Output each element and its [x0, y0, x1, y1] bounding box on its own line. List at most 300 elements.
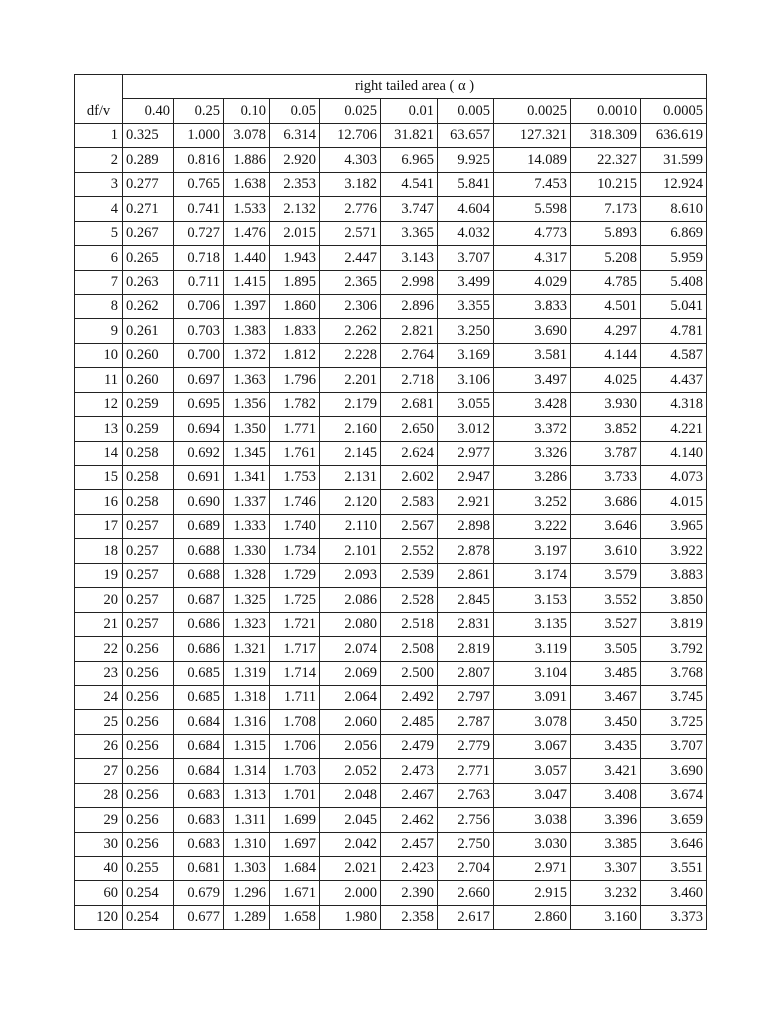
value-cell: 2.539: [381, 563, 438, 587]
value-cell: 3.930: [571, 392, 641, 416]
value-cell: 2.617: [438, 905, 494, 929]
value-cell: 2.500: [381, 661, 438, 685]
value-cell: 3.435: [571, 734, 641, 758]
value-cell: 2.776: [320, 197, 381, 221]
value-cell: 2.042: [320, 832, 381, 856]
value-cell: 5.208: [571, 246, 641, 270]
value-cell: 3.787: [571, 441, 641, 465]
value-cell: 0.727: [174, 221, 224, 245]
value-cell: 1.943: [270, 246, 320, 270]
value-cell: 1.796: [270, 368, 320, 392]
value-cell: 3.286: [494, 466, 571, 490]
value-cell: 2.571: [320, 221, 381, 245]
value-cell: 3.646: [571, 514, 641, 538]
value-cell: 12.924: [641, 172, 707, 196]
value-cell: 0.260: [123, 343, 174, 367]
value-cell: 1.734: [270, 539, 320, 563]
value-cell: 3.579: [571, 563, 641, 587]
table-row: [75, 588, 707, 612]
value-cell: 1.319: [224, 661, 270, 685]
value-cell: 3.355: [438, 294, 494, 318]
value-cell: 0.263: [123, 270, 174, 294]
value-cell: 0.690: [174, 490, 224, 514]
df-cell: 1: [75, 123, 123, 147]
value-cell: 3.012: [438, 417, 494, 441]
column-header: 0.05: [270, 99, 320, 123]
value-cell: 1.330: [224, 539, 270, 563]
value-cell: 4.015: [641, 490, 707, 514]
df-cell: 14: [75, 441, 123, 465]
value-cell: 1.761: [270, 441, 320, 465]
value-cell: 2.704: [438, 857, 494, 881]
value-cell: 2.831: [438, 612, 494, 636]
value-cell: 4.317: [494, 246, 571, 270]
value-cell: 2.485: [381, 710, 438, 734]
table-row: [75, 294, 707, 318]
table-row: [75, 612, 707, 636]
value-cell: 3.505: [571, 637, 641, 661]
value-cell: 2.048: [320, 783, 381, 807]
value-cell: 2.921: [438, 490, 494, 514]
value-cell: 636.619: [641, 123, 707, 147]
value-cell: 0.325: [123, 123, 174, 147]
table-row: [75, 808, 707, 832]
value-cell: 2.771: [438, 759, 494, 783]
value-cell: 2.262: [320, 319, 381, 343]
df-cell: 2: [75, 148, 123, 172]
value-cell: 0.688: [174, 563, 224, 587]
value-cell: 7.453: [494, 172, 571, 196]
value-cell: 0.271: [123, 197, 174, 221]
value-cell: 5.041: [641, 294, 707, 318]
table-row: [75, 343, 707, 367]
value-cell: 0.683: [174, 783, 224, 807]
value-cell: 0.267: [123, 221, 174, 245]
df-cell: 5: [75, 221, 123, 245]
table-body: [75, 123, 707, 929]
value-cell: 1.356: [224, 392, 270, 416]
value-cell: 5.893: [571, 221, 641, 245]
value-cell: 0.689: [174, 514, 224, 538]
value-cell: 2.797: [438, 685, 494, 709]
df-cell: 9: [75, 319, 123, 343]
value-cell: 1.315: [224, 734, 270, 758]
value-cell: 0.257: [123, 563, 174, 587]
value-cell: 3.527: [571, 612, 641, 636]
table-row: [75, 637, 707, 661]
table-row: [75, 783, 707, 807]
value-cell: 2.681: [381, 392, 438, 416]
value-cell: 1.311: [224, 808, 270, 832]
value-cell: 2.080: [320, 612, 381, 636]
value-cell: 7.173: [571, 197, 641, 221]
table-row: [75, 123, 707, 147]
value-cell: 4.773: [494, 221, 571, 245]
value-cell: 0.254: [123, 881, 174, 905]
table-row: [75, 881, 707, 905]
value-cell: 12.706: [320, 123, 381, 147]
value-cell: 2.998: [381, 270, 438, 294]
value-cell: 2.567: [381, 514, 438, 538]
value-cell: 1.711: [270, 685, 320, 709]
column-header: 0.40: [123, 99, 174, 123]
value-cell: 0.683: [174, 832, 224, 856]
df-cell: 17: [75, 514, 123, 538]
value-cell: 0.256: [123, 734, 174, 758]
table-row: [75, 685, 707, 709]
value-cell: 2.492: [381, 685, 438, 709]
value-cell: 4.032: [438, 221, 494, 245]
value-cell: 2.896: [381, 294, 438, 318]
value-cell: 5.598: [494, 197, 571, 221]
value-cell: 1.706: [270, 734, 320, 758]
value-cell: 1.860: [270, 294, 320, 318]
table-row: [75, 466, 707, 490]
value-cell: 3.153: [494, 588, 571, 612]
value-cell: 5.408: [641, 270, 707, 294]
value-cell: 2.807: [438, 661, 494, 685]
df-cell: 15: [75, 466, 123, 490]
value-cell: 3.690: [494, 319, 571, 343]
value-cell: 2.060: [320, 710, 381, 734]
df-cell: 4: [75, 197, 123, 221]
value-cell: 3.646: [641, 832, 707, 856]
value-cell: 3.499: [438, 270, 494, 294]
value-cell: 0.256: [123, 783, 174, 807]
value-cell: 0.684: [174, 759, 224, 783]
table-row: [75, 832, 707, 856]
value-cell: 0.256: [123, 661, 174, 685]
value-cell: 2.518: [381, 612, 438, 636]
value-cell: 2.447: [320, 246, 381, 270]
value-cell: 0.256: [123, 832, 174, 856]
value-cell: 8.610: [641, 197, 707, 221]
value-cell: 3.833: [494, 294, 571, 318]
table-row: [75, 368, 707, 392]
value-cell: 3.707: [641, 734, 707, 758]
value-cell: 4.587: [641, 343, 707, 367]
value-cell: 1.415: [224, 270, 270, 294]
df-cell: 16: [75, 490, 123, 514]
value-cell: 1.886: [224, 148, 270, 172]
value-cell: 0.257: [123, 612, 174, 636]
value-cell: 4.785: [571, 270, 641, 294]
value-cell: 0.816: [174, 148, 224, 172]
value-cell: 0.718: [174, 246, 224, 270]
value-cell: 1.703: [270, 759, 320, 783]
value-cell: 2.358: [381, 905, 438, 929]
value-cell: 0.258: [123, 490, 174, 514]
value-cell: 2.756: [438, 808, 494, 832]
value-cell: 2.110: [320, 514, 381, 538]
value-cell: 3.078: [494, 710, 571, 734]
df-cell: 28: [75, 783, 123, 807]
value-cell: 1.721: [270, 612, 320, 636]
value-cell: 1.350: [224, 417, 270, 441]
value-cell: 3.733: [571, 466, 641, 490]
value-cell: 3.792: [641, 637, 707, 661]
value-cell: 1.714: [270, 661, 320, 685]
value-cell: 3.078: [224, 123, 270, 147]
value-cell: 2.052: [320, 759, 381, 783]
table-row: [75, 441, 707, 465]
value-cell: 3.610: [571, 539, 641, 563]
value-cell: 31.821: [381, 123, 438, 147]
value-cell: 0.741: [174, 197, 224, 221]
value-cell: 2.819: [438, 637, 494, 661]
value-cell: 3.421: [571, 759, 641, 783]
value-cell: 2.306: [320, 294, 381, 318]
df-cell: 60: [75, 881, 123, 905]
value-cell: 0.695: [174, 392, 224, 416]
value-cell: 3.922: [641, 539, 707, 563]
value-cell: 4.541: [381, 172, 438, 196]
value-cell: 2.977: [438, 441, 494, 465]
value-cell: 1.341: [224, 466, 270, 490]
column-header: 0.0005: [641, 99, 707, 123]
value-cell: 4.025: [571, 368, 641, 392]
value-cell: 2.764: [381, 343, 438, 367]
header-columns-row: [75, 99, 707, 123]
value-cell: 3.326: [494, 441, 571, 465]
value-cell: 1.476: [224, 221, 270, 245]
value-cell: 0.258: [123, 441, 174, 465]
value-cell: 3.222: [494, 514, 571, 538]
value-cell: 3.674: [641, 783, 707, 807]
value-cell: 3.055: [438, 392, 494, 416]
value-cell: 1.684: [270, 857, 320, 881]
value-cell: 2.787: [438, 710, 494, 734]
value-cell: 2.120: [320, 490, 381, 514]
value-cell: 2.624: [381, 441, 438, 465]
value-cell: 3.372: [494, 417, 571, 441]
df-cell: 120: [75, 905, 123, 929]
value-cell: 6.965: [381, 148, 438, 172]
table-row: [75, 563, 707, 587]
value-cell: 2.145: [320, 441, 381, 465]
df-cell: 29: [75, 808, 123, 832]
value-cell: 3.819: [641, 612, 707, 636]
column-header: 0.10: [224, 99, 270, 123]
df-cell: 27: [75, 759, 123, 783]
table-row: [75, 246, 707, 270]
df-cell: 12: [75, 392, 123, 416]
value-cell: 4.029: [494, 270, 571, 294]
value-cell: 0.257: [123, 514, 174, 538]
value-cell: 2.160: [320, 417, 381, 441]
header-title: right tailed area ( α ): [123, 75, 707, 99]
value-cell: 3.686: [571, 490, 641, 514]
value-cell: 0.256: [123, 710, 174, 734]
df-cell: 6: [75, 246, 123, 270]
value-cell: 3.182: [320, 172, 381, 196]
value-cell: 2.779: [438, 734, 494, 758]
value-cell: 4.501: [571, 294, 641, 318]
value-cell: 2.201: [320, 368, 381, 392]
table-row: [75, 490, 707, 514]
value-cell: 3.250: [438, 319, 494, 343]
value-cell: 6.314: [270, 123, 320, 147]
value-cell: 1.440: [224, 246, 270, 270]
value-cell: 0.256: [123, 685, 174, 709]
table-row: [75, 514, 707, 538]
value-cell: 3.135: [494, 612, 571, 636]
value-cell: 3.197: [494, 539, 571, 563]
value-cell: 0.692: [174, 441, 224, 465]
value-cell: 1.314: [224, 759, 270, 783]
value-cell: 4.303: [320, 148, 381, 172]
value-cell: 2.528: [381, 588, 438, 612]
column-header: 0.0025: [494, 99, 571, 123]
value-cell: 2.650: [381, 417, 438, 441]
table-row: [75, 392, 707, 416]
value-cell: 1.671: [270, 881, 320, 905]
df-cell: 7: [75, 270, 123, 294]
table-row: [75, 148, 707, 172]
value-cell: 1.303: [224, 857, 270, 881]
value-cell: 0.257: [123, 539, 174, 563]
value-cell: 1.318: [224, 685, 270, 709]
value-cell: 0.765: [174, 172, 224, 196]
value-cell: 4.221: [641, 417, 707, 441]
value-cell: 0.686: [174, 637, 224, 661]
value-cell: 2.602: [381, 466, 438, 490]
value-cell: 2.015: [270, 221, 320, 245]
value-cell: 3.143: [381, 246, 438, 270]
value-cell: 3.067: [494, 734, 571, 758]
value-cell: 0.277: [123, 172, 174, 196]
value-cell: 2.086: [320, 588, 381, 612]
value-cell: 0.261: [123, 319, 174, 343]
value-cell: 1.345: [224, 441, 270, 465]
value-cell: 1.812: [270, 343, 320, 367]
value-cell: 1.717: [270, 637, 320, 661]
value-cell: 10.215: [571, 172, 641, 196]
value-cell: 2.228: [320, 343, 381, 367]
df-cell: 30: [75, 832, 123, 856]
value-cell: 0.703: [174, 319, 224, 343]
value-cell: 2.462: [381, 808, 438, 832]
value-cell: 0.254: [123, 905, 174, 929]
value-cell: 3.428: [494, 392, 571, 416]
df-cell: 18: [75, 539, 123, 563]
value-cell: 22.327: [571, 148, 641, 172]
value-cell: 1.321: [224, 637, 270, 661]
value-cell: 3.485: [571, 661, 641, 685]
df-cell: 10: [75, 343, 123, 367]
value-cell: 0.681: [174, 857, 224, 881]
value-cell: 1.325: [224, 588, 270, 612]
column-header: 0.005: [438, 99, 494, 123]
value-cell: 3.467: [571, 685, 641, 709]
table-row: [75, 857, 707, 881]
value-cell: 1.323: [224, 612, 270, 636]
value-cell: 0.289: [123, 148, 174, 172]
value-cell: 3.408: [571, 783, 641, 807]
column-header: 0.0010: [571, 99, 641, 123]
table-row: [75, 905, 707, 929]
value-cell: 1.000: [174, 123, 224, 147]
value-cell: 2.000: [320, 881, 381, 905]
value-cell: 0.677: [174, 905, 224, 929]
value-cell: 3.396: [571, 808, 641, 832]
value-cell: 2.390: [381, 881, 438, 905]
value-cell: 2.845: [438, 588, 494, 612]
value-cell: 2.069: [320, 661, 381, 685]
value-cell: 0.260: [123, 368, 174, 392]
value-cell: 2.101: [320, 539, 381, 563]
value-cell: 0.685: [174, 661, 224, 685]
value-cell: 0.691: [174, 466, 224, 490]
value-cell: 3.850: [641, 588, 707, 612]
value-cell: 63.657: [438, 123, 494, 147]
df-cell: 20: [75, 588, 123, 612]
value-cell: 0.686: [174, 612, 224, 636]
value-cell: 2.467: [381, 783, 438, 807]
value-cell: 3.047: [494, 783, 571, 807]
value-cell: 2.860: [494, 905, 571, 929]
column-header: 0.025: [320, 99, 381, 123]
value-cell: 1.337: [224, 490, 270, 514]
value-cell: 1.753: [270, 466, 320, 490]
value-cell: 2.021: [320, 857, 381, 881]
df-cell: 26: [75, 734, 123, 758]
value-cell: 1.296: [224, 881, 270, 905]
value-cell: 3.232: [571, 881, 641, 905]
value-cell: 1.638: [224, 172, 270, 196]
value-cell: 3.450: [571, 710, 641, 734]
value-cell: 3.497: [494, 368, 571, 392]
value-cell: 4.297: [571, 319, 641, 343]
value-cell: 1.316: [224, 710, 270, 734]
value-cell: 0.684: [174, 710, 224, 734]
value-cell: 3.385: [571, 832, 641, 856]
value-cell: 0.694: [174, 417, 224, 441]
value-cell: 2.920: [270, 148, 320, 172]
value-cell: 2.093: [320, 563, 381, 587]
value-cell: 4.073: [641, 466, 707, 490]
table-row: [75, 270, 707, 294]
value-cell: 1.699: [270, 808, 320, 832]
value-cell: 3.307: [571, 857, 641, 881]
value-cell: 3.174: [494, 563, 571, 587]
value-cell: 3.091: [494, 685, 571, 709]
value-cell: 2.583: [381, 490, 438, 514]
value-cell: 3.038: [494, 808, 571, 832]
value-cell: 2.479: [381, 734, 438, 758]
value-cell: 3.725: [641, 710, 707, 734]
value-cell: 0.683: [174, 808, 224, 832]
value-cell: 2.718: [381, 368, 438, 392]
table-row: [75, 734, 707, 758]
value-cell: 3.883: [641, 563, 707, 587]
value-cell: 2.552: [381, 539, 438, 563]
value-cell: 2.056: [320, 734, 381, 758]
df-cell: 22: [75, 637, 123, 661]
value-cell: 2.064: [320, 685, 381, 709]
table-row: [75, 539, 707, 563]
value-cell: 2.898: [438, 514, 494, 538]
df-cell: 11: [75, 368, 123, 392]
value-cell: 2.763: [438, 783, 494, 807]
value-cell: 0.259: [123, 392, 174, 416]
value-cell: 0.685: [174, 685, 224, 709]
value-cell: 4.318: [641, 392, 707, 416]
value-cell: 2.947: [438, 466, 494, 490]
df-cell: 19: [75, 563, 123, 587]
table-row: [75, 661, 707, 685]
table-row: [75, 759, 707, 783]
